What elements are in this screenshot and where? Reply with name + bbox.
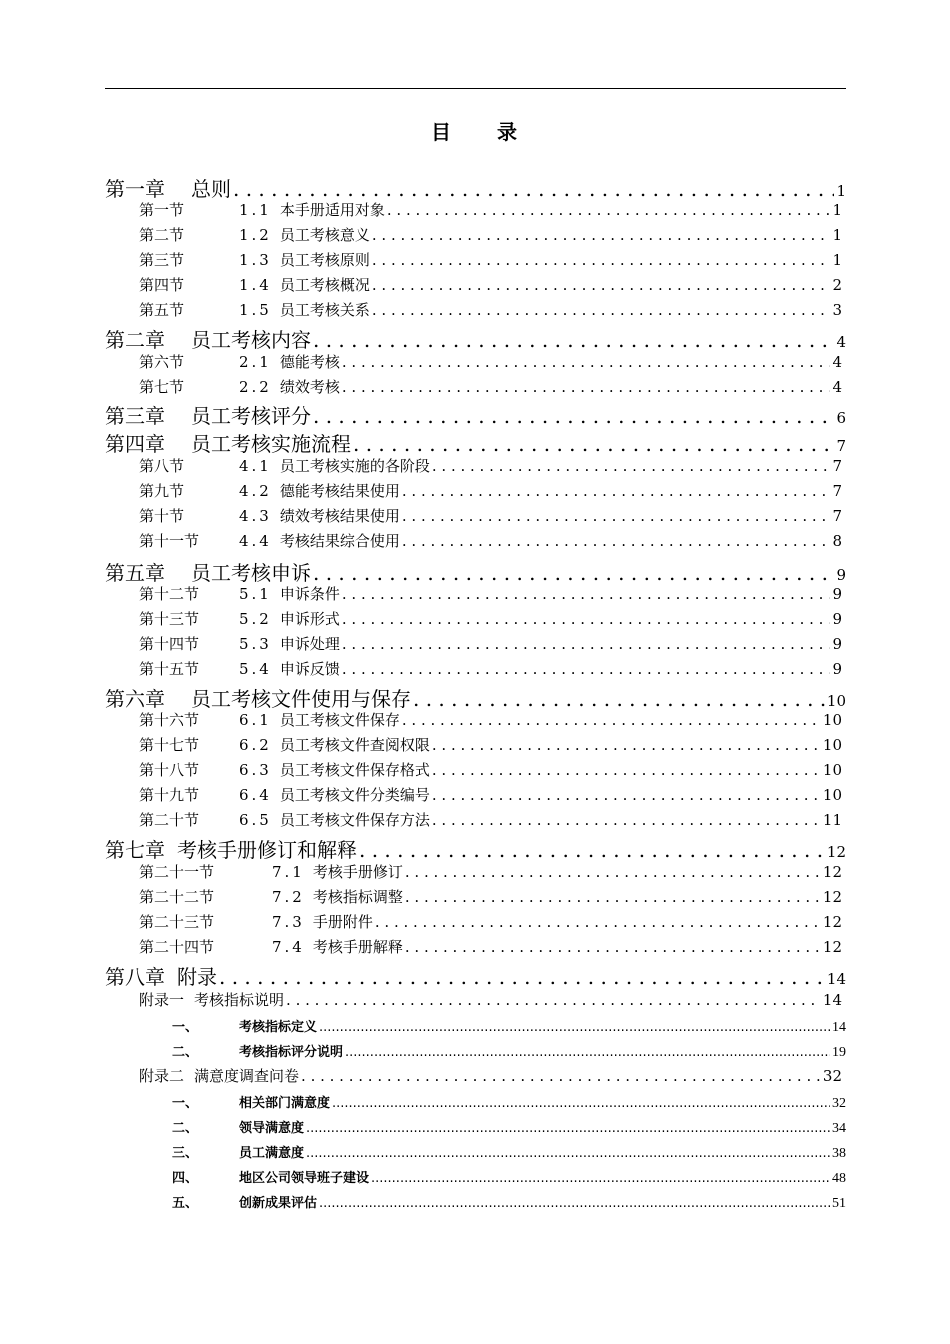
toc-entry-title: 手册附件 <box>312 913 373 931</box>
toc-section-entry[interactable] <box>139 455 842 476</box>
toc-dot-leader <box>306 1121 830 1136</box>
toc-section-entry[interactable] <box>139 734 842 755</box>
toc-chapter-entry[interactable] <box>105 173 846 202</box>
toc-entry-title: 员工考核实施的各阶段 <box>279 457 430 475</box>
toc-page-number: 1 <box>832 201 842 219</box>
toc-entry-prefix: 第五节 <box>139 301 185 319</box>
toc-page-number: 1 <box>832 226 842 244</box>
toc-entry-prefix: 第八章 <box>105 965 165 989</box>
toc-page-number: 7 <box>832 482 842 500</box>
toc-entry-title: 员工满意度 <box>239 1146 305 1161</box>
toc-page-number: 32 <box>832 1096 846 1111</box>
toc-entry-number: 6.5 <box>239 811 272 829</box>
toc-dot-leader <box>359 838 825 862</box>
toc-entry-prefix: 第十二节 <box>139 585 200 603</box>
toc-chapter-entry[interactable] <box>105 834 846 863</box>
toc-entry-title: 申诉形式 <box>279 610 340 628</box>
toc-page-number: 10 <box>826 692 846 710</box>
toc-entry-number: 5.1 <box>239 585 272 603</box>
toc-entry-title: 绩效考核 <box>279 378 340 396</box>
toc-entry-prefix: 第十六节 <box>139 711 200 729</box>
toc-dot-leader <box>345 1045 830 1060</box>
toc-entry-title: 总则 <box>191 177 231 201</box>
toc-title: 目 录 <box>431 120 519 144</box>
toc-entry-prefix: 第二十三节 <box>139 913 215 931</box>
toc-entry-prefix: 第二十四节 <box>139 938 215 956</box>
toc-entry-number: 7.3 <box>272 913 305 931</box>
toc-section-entry[interactable] <box>139 351 842 372</box>
toc-subitem-entry[interactable] <box>172 1142 846 1162</box>
toc-section-entry[interactable] <box>139 809 842 830</box>
toc-subitem-entry[interactable] <box>172 1167 846 1187</box>
toc-page-number: 1 <box>836 182 846 200</box>
toc-entry-number: 6.1 <box>239 711 272 729</box>
toc-entry-number: 4.4 <box>239 532 272 550</box>
toc-page-number: 1 <box>832 251 842 269</box>
toc-entry-number: 1.1 <box>239 201 272 219</box>
toc-page-number: 4 <box>832 378 842 396</box>
toc-dot-leader <box>402 507 831 525</box>
toc-section-entry[interactable] <box>139 759 842 780</box>
toc-page-number: 7 <box>832 507 842 525</box>
toc-section-entry[interactable] <box>139 376 842 397</box>
toc-entry-title: 员工考核文件分类编号 <box>279 786 430 804</box>
toc-entry-prefix: 二、 <box>172 1045 199 1060</box>
toc-entry-prefix: 第一节 <box>139 201 185 219</box>
toc-dot-leader <box>375 913 821 931</box>
toc-entry-prefix: 第六章 <box>105 687 165 711</box>
toc-entry-prefix: 第二十一节 <box>139 863 215 881</box>
toc-entry-prefix: 四、 <box>172 1171 199 1186</box>
toc-dot-leader <box>371 1171 830 1186</box>
toc-dot-leader <box>332 1096 830 1111</box>
toc-entry-prefix: 第七章 <box>105 838 165 862</box>
toc-dot-leader <box>402 711 821 729</box>
toc-dot-leader <box>372 301 831 319</box>
toc-chapter-entry[interactable] <box>105 324 846 353</box>
toc-entry-title: 考核指标评分说明 <box>239 1045 344 1060</box>
toc-entry-prefix: 第八节 <box>139 457 185 475</box>
toc-entry-prefix: 一、 <box>172 1096 199 1111</box>
toc-entry-number: 4.3 <box>239 507 272 525</box>
toc-entry-prefix: 第九节 <box>139 482 185 500</box>
toc-entry-title: 考核手册解释 <box>312 938 403 956</box>
toc-entry-number: 2.2 <box>239 378 272 396</box>
toc-section-entry[interactable] <box>139 480 842 501</box>
toc-page-number: 10 <box>822 736 842 754</box>
toc-section-entry[interactable] <box>139 633 842 654</box>
toc-section-entry[interactable] <box>139 249 842 270</box>
toc-entry-prefix: 第十三节 <box>139 610 200 628</box>
toc-dot-leader <box>353 432 834 456</box>
toc-dot-leader <box>372 251 831 269</box>
toc-entry-prefix: 二、 <box>172 1121 199 1136</box>
toc-section-entry[interactable] <box>139 299 842 320</box>
toc-entry-number: 4.1 <box>239 457 272 475</box>
toc-page-number: 19 <box>832 1045 846 1060</box>
toc-dot-leader <box>319 1020 830 1035</box>
toc-entry-title: 考核指标说明 <box>194 991 285 1009</box>
toc-page-number: 8 <box>832 532 842 550</box>
toc-entry-number: 2.1 <box>239 353 272 371</box>
toc-dot-leader <box>342 635 831 653</box>
toc-entry-title: 相关部门满意度 <box>239 1096 331 1111</box>
toc-page-number: 51 <box>832 1196 846 1211</box>
toc-entry-title: 员工考核文件保存 <box>279 711 400 729</box>
toc-entry-number: 5.2 <box>239 610 272 628</box>
toc-entry-prefix: 第二十二节 <box>139 888 215 906</box>
toc-entry-prefix: 第十九节 <box>139 786 200 804</box>
toc-entry-number: 1.4 <box>239 276 272 294</box>
toc-entry-prefix: 第四节 <box>139 276 185 294</box>
toc-page-number: 14 <box>822 991 842 1009</box>
toc-entry-number: 4.2 <box>239 482 272 500</box>
toc-entry-prefix: 一、 <box>172 1020 199 1035</box>
toc-page-number: 9 <box>836 566 846 584</box>
toc-dot-leader <box>402 532 831 550</box>
toc-page-number: 9 <box>832 610 842 628</box>
toc-entry-title: 员工考核文件使用与保存 <box>191 687 411 711</box>
header-rule <box>105 88 846 89</box>
toc-page-number: 11 <box>822 811 842 829</box>
toc-page-number: 10 <box>822 711 842 729</box>
toc-entry-title: 员工考核实施流程 <box>191 432 351 456</box>
toc-entry-title: 申诉条件 <box>279 585 340 603</box>
toc-entry-title: 员工考核文件查阅权限 <box>279 736 430 754</box>
toc-entry-title: 绩效考核结果使用 <box>279 507 400 525</box>
toc-page-number: 3 <box>832 301 842 319</box>
toc-page-number: 12 <box>822 913 842 931</box>
toc-page-number: 32 <box>822 1067 842 1085</box>
toc-entry-prefix: 第十一节 <box>139 532 200 550</box>
toc-dot-leader <box>432 736 821 754</box>
toc-chapter-entry[interactable] <box>105 683 846 712</box>
toc-dot-leader <box>233 177 834 201</box>
toc-entry-number: 1.3 <box>239 251 272 269</box>
toc-page-number: 9 <box>832 660 842 678</box>
toc-entry-number: 6.2 <box>239 736 272 754</box>
toc-entry-title: 考核手册修订和解释 <box>177 838 357 862</box>
toc-entry-title: 本手册适用对象 <box>279 201 385 219</box>
toc-page-number: 7 <box>836 437 846 455</box>
toc-subitem-entry[interactable] <box>172 1041 846 1061</box>
toc-entry-title: 地区公司领导班子建设 <box>239 1171 370 1186</box>
toc-chapter-entry[interactable] <box>105 961 846 990</box>
toc-entry-prefix: 第一章 <box>105 177 165 201</box>
toc-section-entry[interactable] <box>139 784 842 805</box>
toc-dot-leader <box>313 561 834 585</box>
toc-section-entry[interactable] <box>139 199 842 220</box>
toc-entry-prefix: 第十七节 <box>139 736 200 754</box>
toc-entry-prefix: 第二节 <box>139 226 185 244</box>
toc-entry-number: 1.5 <box>239 301 272 319</box>
toc-entry-title: 创新成果评估 <box>239 1196 318 1211</box>
toc-entry-prefix: 第十四节 <box>139 635 200 653</box>
toc-dot-leader <box>342 353 831 371</box>
toc-entry-title: 考核指标调整 <box>312 888 403 906</box>
toc-entry-title: 员工考核申诉 <box>191 561 311 585</box>
toc-entry-title: 申诉处理 <box>279 635 340 653</box>
toc-page-number: 12 <box>822 888 842 906</box>
toc-dot-leader <box>405 888 821 906</box>
toc-dot-leader <box>313 328 834 352</box>
toc-page-number: 12 <box>822 863 842 881</box>
toc-entry-number: 7.2 <box>272 888 305 906</box>
toc-section-entry[interactable] <box>139 861 842 882</box>
toc-dot-leader <box>319 1196 830 1211</box>
toc-entry-title: 德能考核结果使用 <box>279 482 400 500</box>
toc-entry-title: 附录 <box>177 965 217 989</box>
toc-dot-leader <box>342 585 831 603</box>
toc-entry-prefix: 第七节 <box>139 378 185 396</box>
toc-page-number: 9 <box>832 635 842 653</box>
toc-entry-prefix: 第五章 <box>105 561 165 585</box>
toc-section-entry[interactable] <box>139 936 842 957</box>
toc-dot-leader <box>372 226 831 244</box>
toc-subitem-entry[interactable] <box>172 1016 846 1036</box>
toc-entry-prefix: 第十节 <box>139 507 185 525</box>
toc-entry-number: 7.1 <box>272 863 305 881</box>
toc-page-number: 38 <box>832 1146 846 1161</box>
toc-section-entry[interactable] <box>139 608 842 629</box>
toc-entry-title: 领导满意度 <box>239 1121 305 1136</box>
toc-section-entry[interactable] <box>139 709 842 730</box>
toc-entry-title: 员工考核评分 <box>191 404 311 428</box>
toc-dot-leader <box>402 482 831 500</box>
toc-entry-title: 德能考核 <box>279 353 340 371</box>
toc-dot-leader <box>313 404 834 428</box>
toc-page-number: 14 <box>826 970 846 988</box>
toc-chapter-entry[interactable] <box>105 428 846 457</box>
toc-page-number: 10 <box>822 761 842 779</box>
toc-chapter-entry[interactable] <box>105 400 846 429</box>
toc-section-entry[interactable] <box>139 658 842 679</box>
toc-page-number: 2 <box>832 276 842 294</box>
toc-subitem-entry[interactable] <box>172 1117 846 1137</box>
toc-entry-prefix: 第三章 <box>105 404 165 428</box>
toc-dot-leader <box>301 1067 821 1085</box>
toc-subitem-entry[interactable] <box>172 1192 846 1212</box>
toc-section-entry[interactable] <box>139 583 842 604</box>
toc-section-entry[interactable] <box>139 886 842 907</box>
toc-page-number: 6 <box>836 409 846 427</box>
toc-dot-leader <box>432 811 821 829</box>
toc-dot-leader <box>405 938 821 956</box>
toc-page-number: 14 <box>832 1020 846 1035</box>
toc-entry-prefix: 第十八节 <box>139 761 200 779</box>
toc-dot-leader <box>413 687 825 711</box>
toc-entry-number: 1.2 <box>239 226 272 244</box>
toc-dot-leader <box>306 1146 830 1161</box>
toc-dot-leader <box>387 201 831 219</box>
toc-entry-prefix: 附录二 <box>139 1067 185 1085</box>
toc-entry-title: 考核手册修订 <box>312 863 403 881</box>
toc-entry-prefix: 第三节 <box>139 251 185 269</box>
toc-dot-leader <box>405 863 821 881</box>
toc-section-entry[interactable] <box>139 911 842 932</box>
toc-subitem-entry[interactable] <box>172 1092 846 1112</box>
toc-page-number: 10 <box>822 786 842 804</box>
toc-page-number: 4 <box>832 353 842 371</box>
toc-dot-leader <box>432 786 821 804</box>
toc-entry-number: 6.3 <box>239 761 272 779</box>
toc-dot-leader <box>219 965 825 989</box>
toc-entry-number: 7.4 <box>272 938 305 956</box>
toc-page-number: 48 <box>832 1171 846 1186</box>
toc-entry-prefix: 五、 <box>172 1196 199 1211</box>
toc-entry-prefix: 附录一 <box>139 991 185 1009</box>
toc-entry-title: 员工考核原则 <box>279 251 370 269</box>
toc-entry-title: 考核指标定义 <box>239 1020 318 1035</box>
toc-dot-leader <box>342 378 831 396</box>
toc-section-entry[interactable] <box>139 530 842 551</box>
toc-entry-title: 员工考核概况 <box>279 276 370 294</box>
toc-dot-leader <box>342 610 831 628</box>
toc-entry-prefix: 第二章 <box>105 328 165 352</box>
toc-page-number: 12 <box>826 843 846 861</box>
toc-entry-title: 满意度调查问卷 <box>194 1067 300 1085</box>
toc-entry-prefix: 三、 <box>172 1146 199 1161</box>
toc-appendix-entry[interactable] <box>139 989 842 1010</box>
toc-entry-prefix: 第四章 <box>105 432 165 456</box>
toc-entry-number: 5.4 <box>239 660 272 678</box>
toc-entry-title: 考核结果综合使用 <box>279 532 400 550</box>
toc-chapter-entry[interactable] <box>105 557 846 586</box>
toc-dot-leader <box>286 991 821 1009</box>
toc-entry-title: 员工考核文件保存方法 <box>279 811 430 829</box>
toc-section-entry[interactable] <box>139 274 842 295</box>
toc-entry-prefix: 第二十节 <box>139 811 200 829</box>
toc-section-entry[interactable] <box>139 224 842 245</box>
toc-appendix-entry[interactable] <box>139 1065 842 1086</box>
toc-entry-prefix: 第十五节 <box>139 660 200 678</box>
toc-section-entry[interactable] <box>139 505 842 526</box>
toc-page-number: 12 <box>822 938 842 956</box>
toc-entry-number: 6.4 <box>239 786 272 804</box>
toc-entry-prefix: 第六节 <box>139 353 185 371</box>
toc-dot-leader <box>432 761 821 779</box>
toc-entry-title: 员工考核文件保存格式 <box>279 761 430 779</box>
toc-dot-leader <box>372 276 831 294</box>
toc-page-number: 7 <box>832 457 842 475</box>
toc-dot-leader <box>342 660 831 678</box>
toc-entry-title: 员工考核内容 <box>191 328 311 352</box>
toc-entry-title: 申诉反馈 <box>279 660 340 678</box>
toc-page-number: 34 <box>832 1121 846 1136</box>
toc-dot-leader <box>432 457 831 475</box>
toc-entry-title: 员工考核关系 <box>279 301 370 319</box>
toc-page-number: 4 <box>836 333 846 351</box>
toc-entry-title: 员工考核意义 <box>279 226 370 244</box>
toc-entry-number: 5.3 <box>239 635 272 653</box>
toc-page-number: 9 <box>832 585 842 603</box>
